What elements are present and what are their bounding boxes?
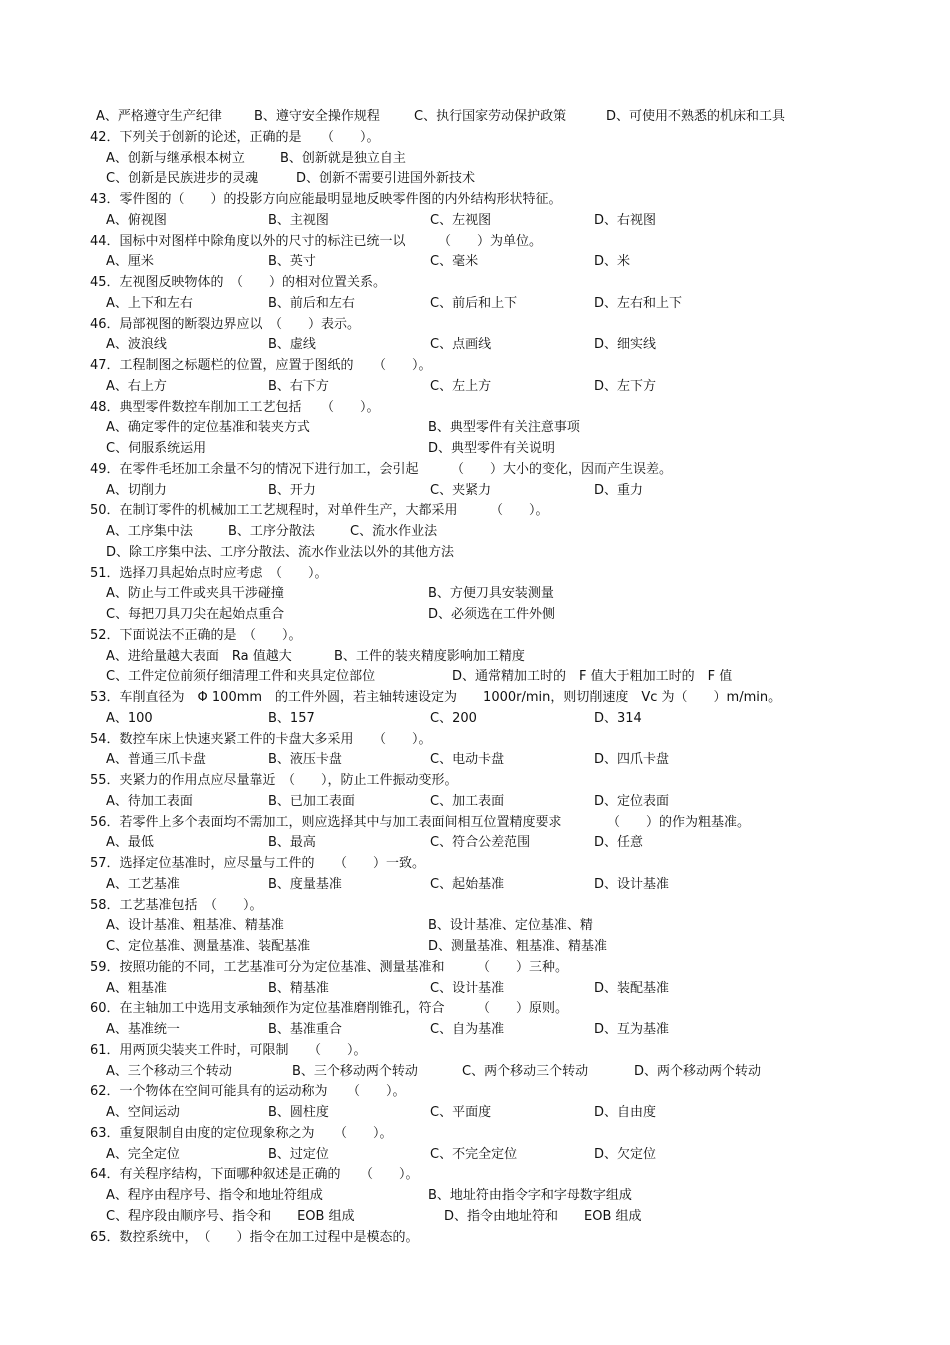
option-a: A、最低 xyxy=(106,835,154,851)
option-a: A、100 xyxy=(106,710,153,726)
option-c: C、点画线 xyxy=(430,337,492,353)
option-c: C、流水作业法 xyxy=(350,524,438,539)
question-line: 51．选择刀具起始点时应考虑 （ ）。 xyxy=(90,565,328,581)
option-b: B、方便刀具安装测量 xyxy=(428,586,554,602)
question-line: 44．国标中对图样中除角度以外的尺寸的标注已统一以 （ ）为单位。 xyxy=(90,233,543,249)
question-line: 60．在主轴加工中选用支承轴颈作为定位基准磨削锥孔，符合 （ ）原则。 xyxy=(90,1001,569,1017)
options-line xyxy=(0,1020,950,1040)
option-d: D、除工序集中法、工序分散法、流水作业法以外的其他方法 xyxy=(106,544,455,560)
options-line xyxy=(0,543,950,563)
option-b: B、前后和左右 xyxy=(268,295,355,311)
option-b: B、地址符由指令字和字母数字组成 xyxy=(428,1188,632,1203)
option-c: C、加工表面 xyxy=(430,793,505,809)
options-line xyxy=(0,481,950,501)
options-line xyxy=(0,792,950,812)
option-b: B、三个移动两个转动 xyxy=(292,1063,418,1079)
question-line: 58．工艺基准包括 （ ）。 xyxy=(90,897,263,913)
option-a: A、进给量越大表面 Ra 值越大 xyxy=(106,648,292,664)
option-b: B、遵守安全操作规程 xyxy=(254,109,380,124)
question-line: 55．夹紧力的作用点应尽量靠近 （ ），防止工件振动变形。 xyxy=(90,773,458,788)
option-a: A、防止与工件或夹具干涉碰撞 xyxy=(106,586,284,602)
option-c: C、符合公差范围 xyxy=(430,835,531,851)
option-c: C、执行国家劳动保护政策 xyxy=(414,109,567,124)
option-c: C、前后和上下 xyxy=(430,295,518,311)
options-line xyxy=(0,107,950,127)
option-a: A、三个移动三个转动 xyxy=(106,1063,232,1079)
option-d: D、通常精加工时的 F 值大于粗加工时的 F 值 xyxy=(452,669,733,685)
option-c: C、左视图 xyxy=(430,212,492,228)
question-line: 50．在制订零件的机械加工工艺规程时，对单件生产，大都采用 （ ）。 xyxy=(90,503,549,519)
options-line xyxy=(0,605,950,625)
question-line: 63．重复限制自由度的定位现象称之为 （ ）。 xyxy=(90,1125,393,1141)
option-b: B、创新就是独立自主 xyxy=(280,150,406,166)
option-d: D、指令由地址符和 EOB 组成 xyxy=(444,1208,642,1224)
option-a: A、创新与继承根本树立 xyxy=(106,150,245,166)
option-b: B、基准重合 xyxy=(268,1022,342,1037)
option-b: B、过定位 xyxy=(268,1146,329,1162)
option-d: D、重力 xyxy=(594,482,644,498)
option-b: B、设计基准、定位基准、精 xyxy=(428,918,593,934)
option-a: A、粗基准 xyxy=(106,980,167,996)
option-c: C、定位基准、测量基准、装配基准 xyxy=(106,939,311,954)
options-line xyxy=(0,522,950,542)
options-line xyxy=(0,1103,950,1123)
question-line: 49．在零件毛坯加工余量不匀的情况下进行加工，会引起 （ ）大小的变化，因而产生误差。 xyxy=(90,461,673,477)
option-d: D、设计基准 xyxy=(594,876,670,892)
options-line xyxy=(0,667,950,687)
option-b: B、液压卡盘 xyxy=(268,752,342,768)
question-line: 42．下列关于创新的论述，正确的是 （ ）。 xyxy=(90,129,380,145)
option-d: D、右视图 xyxy=(594,212,657,228)
option-d: D、314 xyxy=(594,710,642,726)
option-d: D、米 xyxy=(594,254,631,270)
option-a: A、严格遵守生产纪律 xyxy=(96,109,222,124)
option-c: C、平面度 xyxy=(430,1105,492,1120)
options-line xyxy=(0,833,950,853)
option-d: D、欠定位 xyxy=(594,1146,657,1162)
options-line xyxy=(0,294,950,314)
option-a: A、工艺基准 xyxy=(106,876,180,892)
option-c: C、创新是民族进步的灵魂 xyxy=(106,171,259,187)
options-line xyxy=(0,1145,950,1165)
question-line: 52．下面说法不正确的是 （ ）。 xyxy=(90,627,302,643)
question-line: 61．用两顶尖装夹工件时，可限制 （ ）。 xyxy=(90,1042,367,1058)
options-line xyxy=(0,750,950,770)
option-d: D、测量基准、粗基准、精基准 xyxy=(428,939,608,954)
option-c: C、自为基准 xyxy=(430,1022,505,1037)
option-d: D、必须选在工件外侧 xyxy=(428,607,556,622)
option-b: B、开力 xyxy=(268,482,316,498)
option-a: A、切削力 xyxy=(106,482,167,498)
question-line: 54．数控车床上快速夹紧工件的卡盘大多采用 （ ）。 xyxy=(90,731,432,747)
option-d: D、自由度 xyxy=(594,1105,657,1120)
question-line: 65．数控系统中， （ ）指令在加工过程中是模态的。 xyxy=(90,1229,419,1245)
options-line xyxy=(0,439,950,459)
option-b: B、工件的装夹精度影响加工精度 xyxy=(334,648,525,664)
option-d: D、创新不需要引进国外新技术 xyxy=(296,171,476,187)
option-c: C、设计基准 xyxy=(430,980,505,996)
options-line xyxy=(0,1186,950,1206)
question-line: 43．零件图的（ ）的投影方向应能最明显地反映零件图的内外结构形状特征。 xyxy=(90,192,562,207)
option-c: C、左上方 xyxy=(430,378,492,394)
option-b: B、虚线 xyxy=(268,337,316,353)
question-line: 59．按照功能的不同，工艺基准可分为定位基准、测量基准和 （ ）三种。 xyxy=(90,959,569,975)
option-c: C、工件定位前须仔细清理工件和夹具定位部位 xyxy=(106,669,376,685)
option-c: C、每把刀具刀尖在起始点重合 xyxy=(106,607,285,622)
option-d: D、两个移动两个转动 xyxy=(634,1063,762,1079)
option-d: D、任意 xyxy=(594,835,644,851)
options-line xyxy=(0,1062,950,1082)
option-c: C、电动卡盘 xyxy=(430,752,505,768)
option-a: A、设计基准、粗基准、精基准 xyxy=(106,918,284,934)
option-b: B、英寸 xyxy=(268,254,316,270)
option-d: D、互为基准 xyxy=(594,1022,670,1037)
option-b: B、典型零件有关注意事项 xyxy=(428,420,580,436)
option-a: A、工序集中法 xyxy=(106,524,193,539)
question-line: 57．选择定位基准时，应尽量与工件的 （ ）一致。 xyxy=(90,856,426,871)
question-line: 47．工程制图之标题栏的位置，应置于图纸的 （ ）。 xyxy=(90,358,432,373)
question-line: 56．若零件上多个表面均不需加工，则应选择其中与加工表面间相互位置精度要求 （ ）的作为粗基准。 xyxy=(90,814,751,830)
options-line xyxy=(0,211,950,231)
options-line xyxy=(0,418,950,438)
question-line: 46．局部视图的断裂边界应以 （ ）表示。 xyxy=(90,316,361,332)
option-d: D、典型零件有关说明 xyxy=(428,441,556,456)
option-a: A、确定零件的定位基准和装夹方式 xyxy=(106,420,310,436)
question-line: 53．车削直径为 Φ 100mm 的工件外圆，若主轴转速设定为 1000r/min，则切削速度 Vc 为（ ）m/min。 xyxy=(90,690,782,705)
option-d: D、可使用不熟悉的机床和工具 xyxy=(606,109,786,124)
question-line: 45．左视图反映物体的 （ ）的相对位置关系。 xyxy=(90,275,387,290)
option-a: A、波浪线 xyxy=(106,337,167,353)
option-c: C、200 xyxy=(430,710,477,726)
option-b: B、主视图 xyxy=(268,212,329,228)
option-a: A、上下和左右 xyxy=(106,295,193,311)
options-line xyxy=(0,979,950,999)
option-a: A、待加工表面 xyxy=(106,793,193,809)
option-d: D、左下方 xyxy=(594,378,657,394)
options-line xyxy=(0,335,950,355)
question-line: 48．典型零件数控车削加工工艺包括 （ ）。 xyxy=(90,399,380,415)
option-d: D、定位表面 xyxy=(594,793,670,809)
options-line xyxy=(0,149,950,169)
option-c: C、夹紧力 xyxy=(430,482,492,498)
option-b: B、工序分散法 xyxy=(228,524,315,539)
options-line xyxy=(0,169,950,189)
option-b: B、右下方 xyxy=(268,378,329,394)
option-c: C、不完全定位 xyxy=(430,1146,518,1162)
options-line xyxy=(0,709,950,729)
options-line xyxy=(0,937,950,957)
options-line xyxy=(0,875,950,895)
option-a: A、空间运动 xyxy=(106,1105,180,1120)
options-line xyxy=(0,916,950,936)
option-a: A、程序由程序号、指令和地址符组成 xyxy=(106,1188,323,1203)
option-d: D、左右和上下 xyxy=(594,295,683,311)
option-a: A、俯视图 xyxy=(106,212,167,228)
options-line xyxy=(0,647,950,667)
option-a: A、基准统一 xyxy=(106,1022,180,1037)
option-c: C、两个移动三个转动 xyxy=(462,1063,589,1079)
option-b: B、精基准 xyxy=(268,980,329,996)
option-b: B、157 xyxy=(268,710,315,726)
option-a: A、厘米 xyxy=(106,254,154,270)
option-a: A、右上方 xyxy=(106,378,167,394)
option-c: C、伺服系统运用 xyxy=(106,441,207,456)
option-b: B、已加工表面 xyxy=(268,793,355,809)
option-c: C、起始基准 xyxy=(430,876,505,892)
options-line xyxy=(0,584,950,604)
option-d: D、四爪卡盘 xyxy=(594,752,670,768)
option-d: D、细实线 xyxy=(594,337,657,353)
option-b: B、最高 xyxy=(268,835,316,851)
options-line xyxy=(0,377,950,397)
option-a: A、完全定位 xyxy=(106,1146,180,1162)
option-c: C、程序段由顺序号、指令和 EOB 组成 xyxy=(106,1208,355,1224)
options-line xyxy=(0,1207,950,1227)
question-line: 64．有关程序结构，下面哪种叙述是正确的 （ ）。 xyxy=(90,1167,419,1183)
options-line xyxy=(0,252,950,272)
option-b: B、圆柱度 xyxy=(268,1105,329,1120)
option-b: B、度量基准 xyxy=(268,876,342,892)
option-a: A、普通三爪卡盘 xyxy=(106,752,206,768)
option-c: C、毫米 xyxy=(430,254,479,270)
option-d: D、装配基准 xyxy=(594,980,670,996)
question-line: 62．一个物体在空间可能具有的运动称为 （ ）。 xyxy=(90,1084,406,1100)
